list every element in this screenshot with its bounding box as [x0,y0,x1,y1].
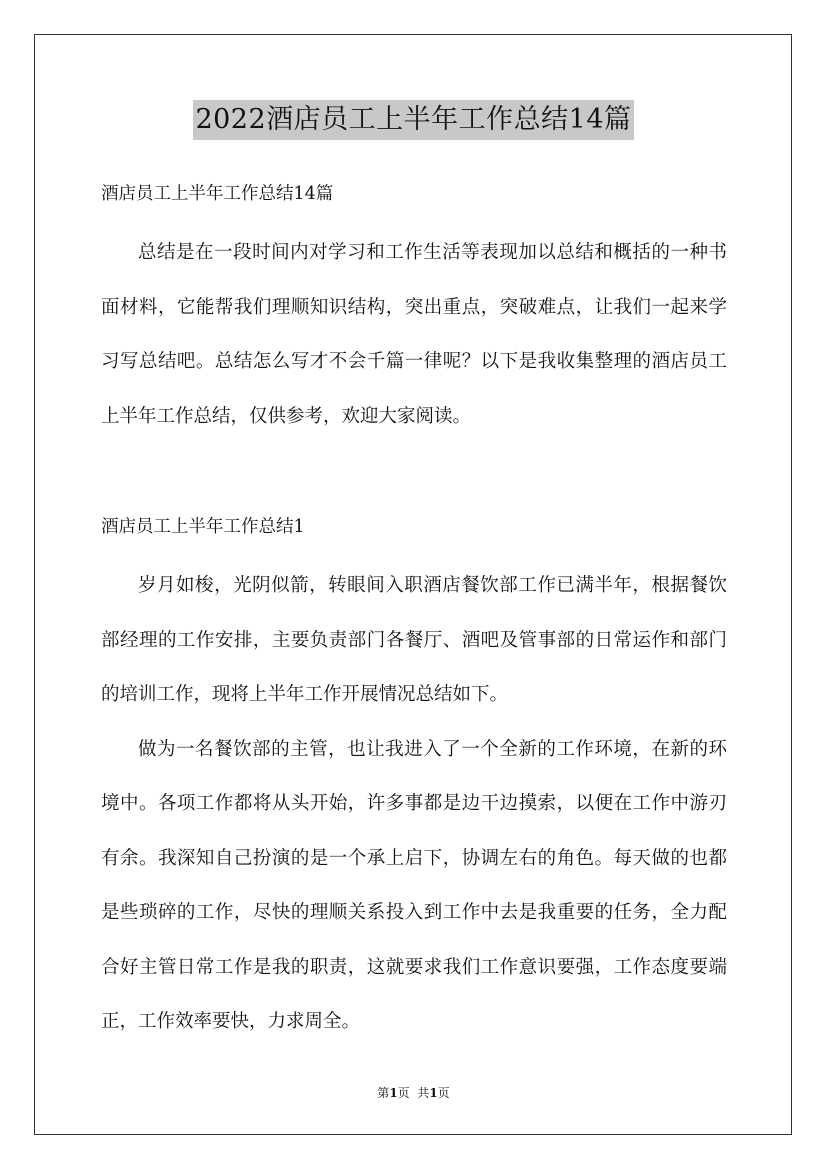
spacer [101,444,727,505]
spacer [101,549,727,559]
body-paragraph: 做为一名餐饮部的主管，也让我进入了一个全新的工作环境，在新的环境中。各项工作都将从头开始，许多事都是边干边摸索，以便在工作中游刃有余。我深知自己扮演的是一个承上启下，协调左右的角色。每天做的也都是些琐碎的工作，尽快的理顺关系投入到工作中去是我重要的任务，全力配合好主管日常工作是我的职责，这就要求我们工作意识要强，工作态度要端正，工作效率要快，力求周全。 [101,738,727,1032]
page-footer [0,1085,827,1101]
spacer [101,216,727,226]
title-container [0,100,827,140]
page-mid: 页 共 [397,1086,430,1100]
document-title: 2022酒店员工上半年工作总结14篇 [193,100,633,140]
page-suffix: 页 [437,1086,450,1100]
page-prefix: 第 [377,1086,390,1100]
page-total: 1 [429,1086,438,1100]
section-heading: 酒店员工上半年工作总结1 [101,517,305,537]
document-body [101,172,727,1050]
page-current: 1 [389,1086,398,1100]
intro-paragraph: 总结是在一段时间内对学习和工作生活等表现加以总结和概括的一种书面材料，它能帮我们理顺知识结构，突出重点，突破难点，让我们一起来学习写总结吧。总结怎么写才不会千篇一律呢？以下是我收集整理的酒店员工上半年工作总结，仅供参考，欢迎大家阅读。 [101,242,727,427]
document-subtitle: 酒店员工上半年工作总结14篇 [101,184,334,204]
body-paragraph: 岁月如梭，光阴似箭，转眼间入职酒店餐饮部工作已满半年，根据餐饮部经理的工作安排，主要负责部门各餐厅、酒吧及管事部的日常运作和部门的培训工作，现将上半年工作开展情况总结如下。 [101,575,727,705]
